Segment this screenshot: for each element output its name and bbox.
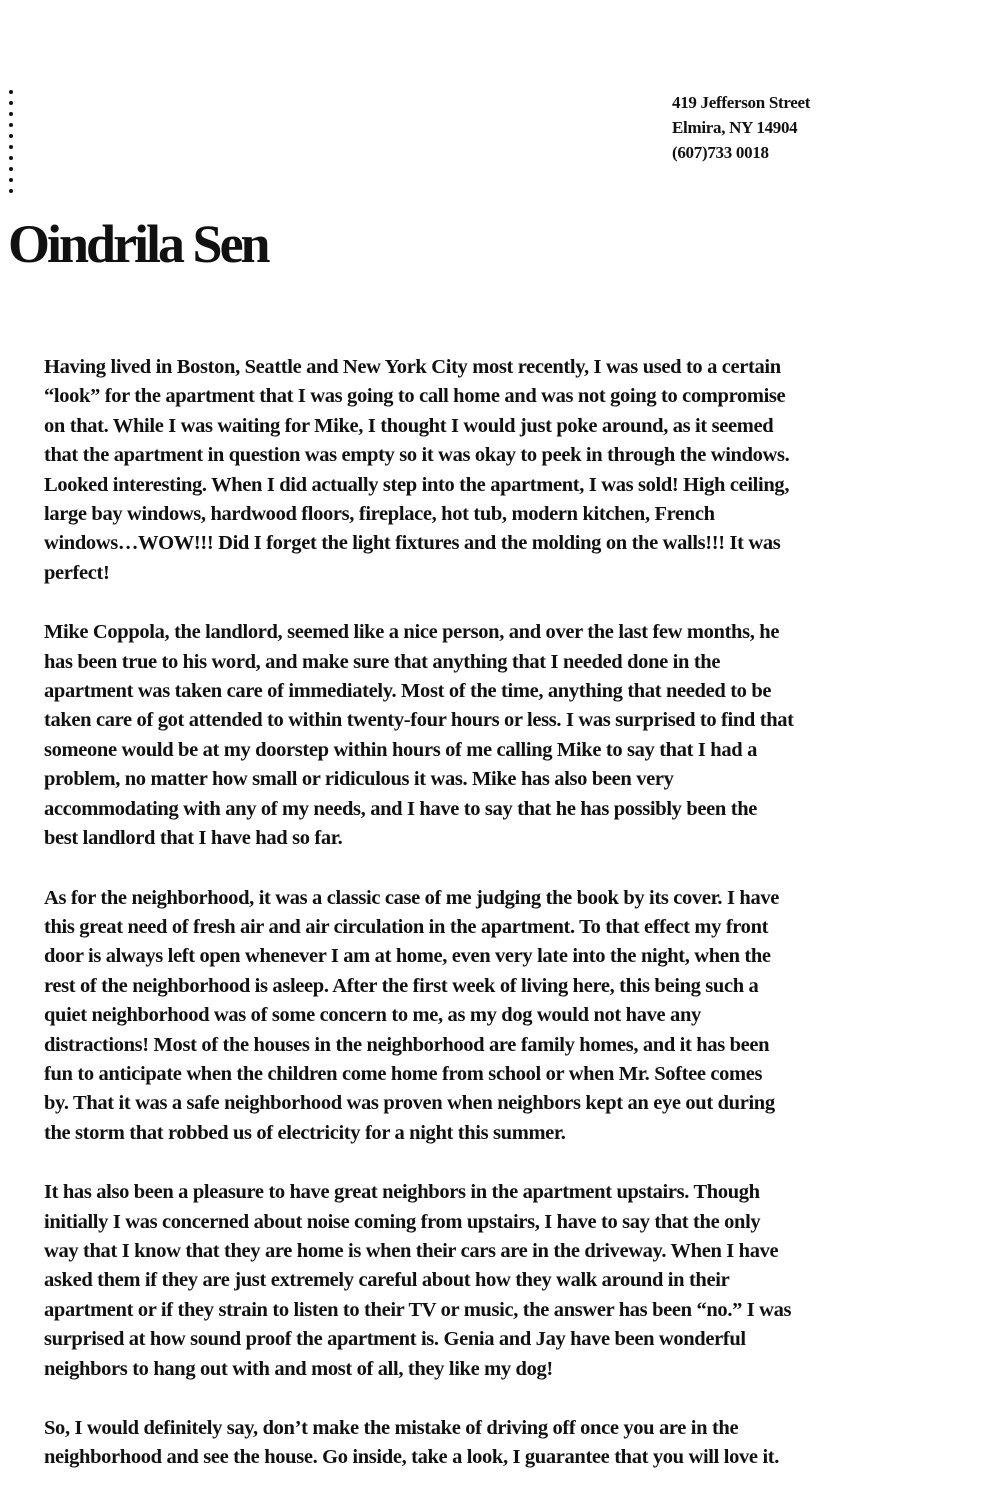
text-line: initially I was concerned about noise coming from upstairs, I have to say that the only bbox=[44, 1210, 761, 1233]
text-line: It has also been a pleasure to have great neighbors in the apartment upstairs. Though bbox=[44, 1181, 760, 1204]
text-line: rest of the neighborhood is asleep. After the first week of living here, this being such a bbox=[44, 974, 759, 997]
text-line: large bay windows, hardwood floors, fireplace, hot tub, modern kitchen, French bbox=[44, 503, 715, 526]
text-line: asked them if they are just extremely careful about how they walk around in their bbox=[44, 1269, 730, 1292]
margin-dot-border bbox=[9, 90, 15, 193]
text-line: best landlord that I have had so far. bbox=[44, 827, 343, 850]
text-line: apartment was taken care of immediately. Most of the time, anything that needed to be bbox=[44, 680, 772, 703]
text-line: quiet neighborhood was of some concern to me, as my dog would not have any bbox=[44, 1004, 701, 1027]
text-line: Having lived in Boston, Seattle and New York City most recently, I was used to a certain bbox=[44, 356, 781, 378]
text-line: neighbors to hang out with and most of all, they like my dog! bbox=[44, 1357, 553, 1380]
address-city: Elmira, NY 14904 bbox=[672, 118, 798, 137]
text-line: someone would be at my doorstep within hours of me calling Mike to say that I had a bbox=[44, 738, 757, 761]
text-line: So, I would definitely say, don’t make the mistake of driving off once you are in the bbox=[44, 1417, 739, 1439]
paragraph bbox=[44, 353, 964, 588]
sender-address bbox=[672, 90, 810, 165]
text-line: distractions! Most of the houses in the neighborhood are family homes, and it has been bbox=[44, 1033, 770, 1056]
text-line: Mike Coppola, the landlord, seemed like a nice person, and over the last few months, he bbox=[44, 621, 780, 644]
text-line: neighborhood and see the house. Go inside, take a look, I guarantee that you will love it. bbox=[44, 1446, 780, 1469]
text-line: by. That it was a safe neighborhood was proven when neighbors kept an eye out during bbox=[44, 1092, 775, 1115]
text-line: “look” for the apartment that I was going to call home and was not going to compromise bbox=[44, 385, 786, 408]
text-line: the storm that robbed us of electricity for a night this summer. bbox=[44, 1121, 566, 1144]
paragraph bbox=[44, 884, 964, 1149]
text-line: Looked interesting. When I did actually step into the apartment, I was sold! High ceiling, bbox=[44, 473, 790, 496]
paragraph bbox=[44, 618, 964, 853]
text-line: fun to anticipate when the children come home from school or when Mr. Softee comes bbox=[44, 1062, 763, 1085]
text-line: accommodating with any of my needs, and I have to say that he has possibly been the bbox=[44, 797, 758, 820]
letter-body bbox=[44, 353, 964, 1503]
text-line: way that I know that they are home is when their cars are in the driveway. When I have bbox=[44, 1239, 779, 1262]
text-line: apartment or if they strain to listen to their TV or music, the answer has been “no.” I was bbox=[44, 1298, 792, 1321]
text-line: surprised at how sound proof the apartment is. Genia and Jay have been wonderful bbox=[44, 1328, 746, 1351]
text-line: this great need of fresh air and air circulation in the apartment. To that effect my front bbox=[44, 915, 769, 938]
text-line: problem, no matter how small or ridiculous it was. Mike has also been very bbox=[44, 768, 674, 791]
paragraph bbox=[44, 1178, 964, 1384]
text-line: taken care of got attended to within twenty-four hours or less. I was surprised to find that bbox=[44, 709, 794, 732]
text-line: windows…WOW!!! Did I forget the light fixtures and the molding on the walls!!! It was bbox=[44, 532, 781, 555]
author-name-heading: Oindrila Sen bbox=[8, 214, 268, 274]
text-line: has been true to his word, and make sure that anything that I needed done in the bbox=[44, 650, 721, 673]
text-line: As for the neighborhood, it was a classic case of me judging the book by its cover. I have bbox=[44, 886, 779, 909]
address-street: 419 Jefferson Street bbox=[672, 93, 811, 112]
text-line: door is always left open whenever I am at home, even very late into the night, when the bbox=[44, 945, 771, 968]
text-line: perfect! bbox=[44, 561, 110, 584]
text-line: that the apartment in question was empty so it was okay to peek in through the windows. bbox=[44, 444, 790, 467]
text-line: on that. While I was waiting for Mike, I thought I would just poke around, as it seemed bbox=[44, 414, 774, 437]
address-phone: (607)733 0018 bbox=[672, 143, 769, 162]
paragraph bbox=[44, 1414, 964, 1473]
